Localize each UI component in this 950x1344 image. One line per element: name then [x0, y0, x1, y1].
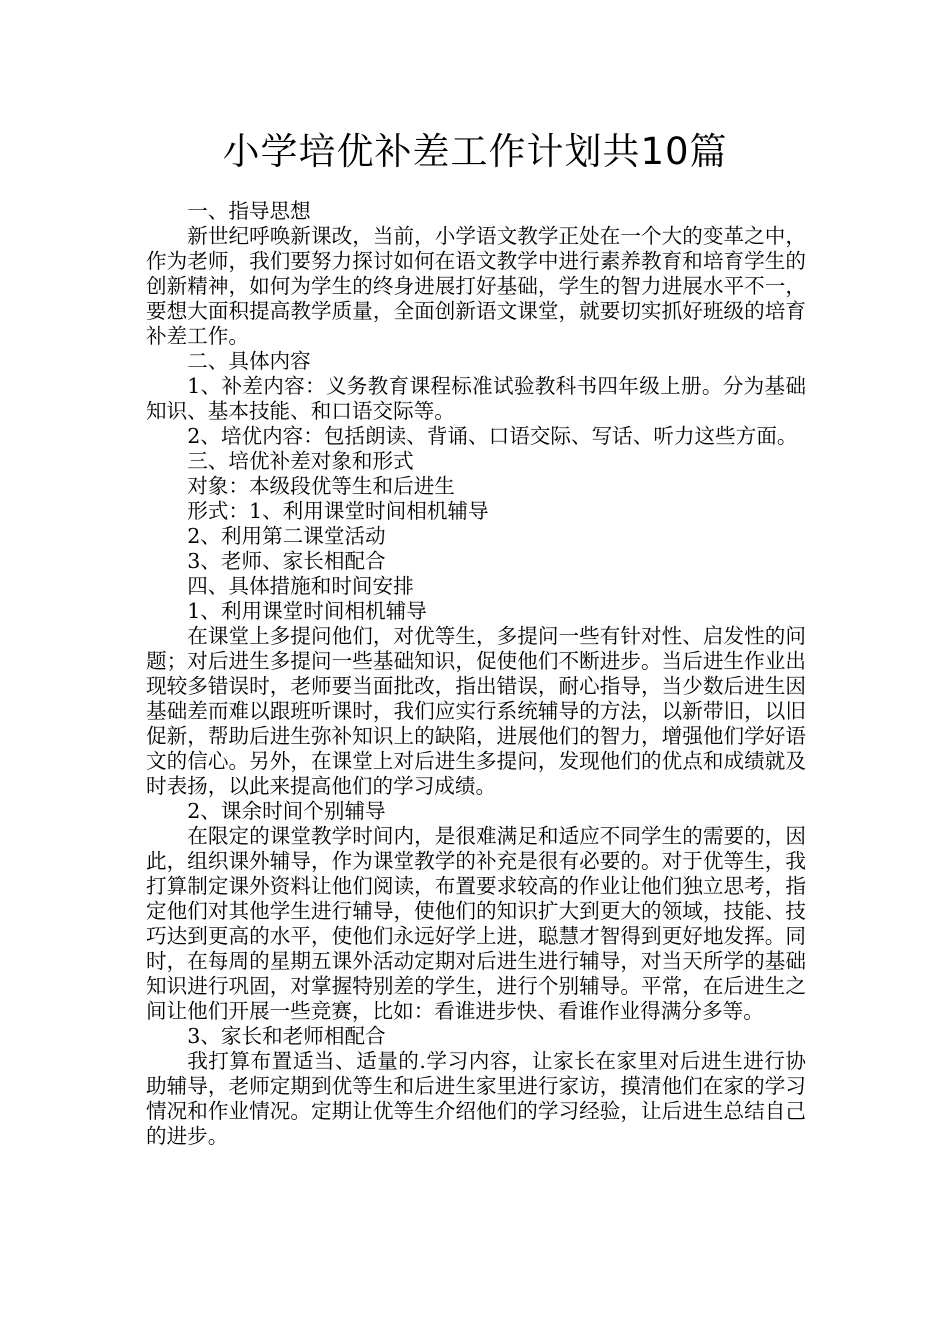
paragraph-enrichment-content: 2、培优内容：包括朗读、背诵、口语交际、写话、听力这些方面。	[187, 424, 798, 448]
heading-targets-and-forms: 三、培优补差对象和形式	[187, 449, 414, 473]
paragraph-forms-2: 2、利用第二课堂活动	[187, 524, 386, 548]
paragraph-parent-teacher: 我打算布置适当、适量的.学习内容，让家长在家里对后进生进行协助辅导，老师定期到优等生和后进生家里进行家访，摸清他们在家的学习情况和作业情况。定期让优等生介绍他们的学习经验，让后进生总结自己的进步。	[146, 1049, 806, 1148]
heading-measures-and-schedule: 四、具体措施和时间安排	[187, 574, 414, 598]
paragraph-targets: 对象：本级段优等生和后进生	[187, 474, 455, 498]
paragraph-intro: 新世纪呼唤新课改，当前，小学语文教学正处在一个大的变革之中，作为老师，我们要努力探讨如何在语文教学中进行素养教育和培育学生的创新精神，如何为学生的终身进展打好基础，学生的智力进展水平不一，要想大面积提高教学质量，全面创新语文课堂，就要切实抓好班级的培育补差工作。	[146, 224, 806, 348]
subheading-classroom-guidance: 1、利用课堂时间相机辅导	[187, 599, 427, 623]
heading-specific-content: 二、具体内容	[187, 349, 311, 373]
paragraph-forms-3: 3、老师、家长相配合	[187, 549, 386, 573]
document-title: 小学培优补差工作计划共10篇	[222, 130, 728, 173]
subheading-after-class-guidance: 2、课余时间个别辅导	[187, 799, 386, 823]
paragraph-forms-1: 形式：1、利用课堂时间相机辅导	[187, 499, 489, 523]
heading-guiding-ideology: 一、指导思想	[187, 199, 311, 223]
subheading-parent-teacher: 3、家长和老师相配合	[187, 1024, 386, 1048]
paragraph-classroom-guidance: 在课堂上多提问他们，对优等生，多提问一些有针对性、启发性的问题；对后进生多提问一些基础知识，促使他们不断进步。当后进生作业出现较多错误时，老师要当面批改，指出错误，耐心指导，当少数后进生因基础差而难以跟班听课时，我们应实行系统辅导的方法，以新带旧，以旧促新，帮助后进生弥补知识上的缺陷，进展他们的智力，增强他们学好语文的信心。另外，在课堂上对后进生多提问，发现他们的优点和成绩就及时表扬，以此来提高他们的学习成绩。	[146, 624, 806, 798]
paragraph-remedial-content: 1、补差内容：义务教育课程标准试验教科书四年级上册。分为基础知识、基本技能、和口语交际等。	[146, 374, 806, 423]
document-body	[146, 199, 806, 1149]
paragraph-after-class-guidance: 在限定的课堂教学时间内，是很难满足和适应不同学生的需要的，因此，组织课外辅导，作为课堂教学的补充是很有必要的。对于优等生，我打算制定课外资料让他们阅读，布置要求较高的作业让他们独立思考，指定他们对其他学生进行辅导，使他们的知识扩大到更大的领域，技能、技巧达到更高的水平，使他们永远好学上进，聪慧才智得到更好地发挥。同时，在每周的星期五课外活动定期对后进生进行辅导，对当天所学的基础知识进行巩固，对掌握特别差的学生，进行个别辅导。平常，在后进生之间让他们开展一些竞赛，比如：看谁进步快、看谁作业得满分多等。	[146, 824, 806, 1023]
